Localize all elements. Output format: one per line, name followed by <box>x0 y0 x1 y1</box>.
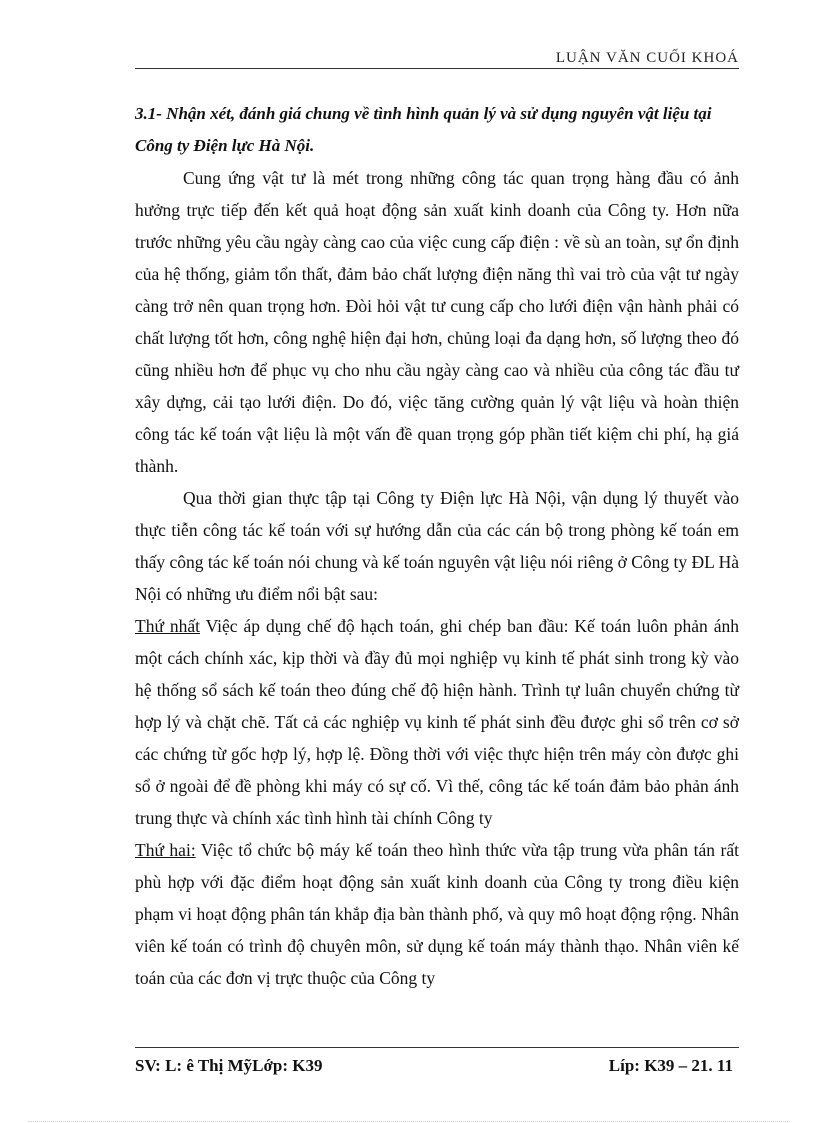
second-point-text: Việc tổ chức bộ máy kế toán theo hình thức vừa tập trung vừa phân tán rất phù hợp với đặc điểm hoạt động sản xuất kinh doanh của Công ty trong điều kiện phạm vi hoạt động phân tán khắp địa bàn thành phố, và quy mô hoạt động rộng. Nhân viên kế toán có trình độ chuyên môn, sử dụng kế toán máy thành thạo. Nhân viên kế toán của các đơn vị trực thuộc của Công ty <box>135 840 740 988</box>
paragraph-first-point <box>135 610 739 834</box>
page-bottom-edge <box>28 1121 788 1122</box>
paragraph-second-point <box>135 834 739 994</box>
running-header: LUẬN VĂN CUỐI KHOÁ <box>555 50 739 66</box>
first-point-text: Việc áp dụng chế độ hạch toán, ghi chép ban đầu: Kế toán luôn phản ánh một cách chính xác, kịp thời và đầy đủ mọi nghiệp vụ kinh tế phát sinh trong kỳ vào hệ thống sổ sách kế toán theo đúng chế độ hiện hành. Trình tự luân chuyển chứng từ hợp lý và chặt chẽ. Tất cả các nghiệp vụ kinh tế phát sinh đều được ghi sổ trên cơ sở các chứng từ gốc hợp lý, hợp lệ. Đồng thời với việc thực hiện trên máy còn được ghi sổ ở ngoài để đề phòng khi máy có sự cố. Vì thế, công tác kế toán đảm bảo phản ánh trung thực và chính xác tình hình tài chính Công ty <box>135 616 739 828</box>
section-heading: 3.1- Nhận xét, đánh giá chung về tình hình quản lý và sử dụng nguyên vật liệu tại Công ty Điện lực Hà Nội. <box>135 104 712 155</box>
footer-student: SV: L: ê Thị MỹLớp: K39 <box>135 1056 323 1075</box>
header-divider <box>135 68 739 69</box>
footer-class: Líp: K39 – 21. 11 <box>608 1056 733 1075</box>
footer-divider <box>135 1047 739 1048</box>
first-point-label: Thứ nhất <box>135 616 200 636</box>
paragraph-supply-role: Cung ứng vật tư là mét trong những công tác quan trọng hàng đầu có ảnh hưởng trực tiếp đến kết quả hoạt động sản xuất kinh doanh của Công ty. Hơn nữa trước những yêu cầu ngày càng cao của việc cung cấp điện : về sù an toàn, sự ổn định của hệ thống, giảm tổn thất, đảm bảo chất lượng điện năng thì vai trò của vật tư ngày càng trở nên quan trọng hơn. Đòi hỏi vật tư cung cấp cho lưới điện vận hành phải có chất lượng tốt hơn, công nghệ hiện đại hơn, chủng loại đa dạng hơn, số lượng theo đó cũng nhiều hơn để phục vụ cho nhu cầu ngày càng cao và nhiều của công tác đầu tư xây dựng, cải tạo lưới điện. Do đó, việc tăng cường quản lý vật liệu và hoàn thiện công tác kế toán vật liệu là một vấn đề quan trọng góp phần tiết kiệm chi phí, hạ giá thành. <box>135 168 739 476</box>
paragraph-internship: Qua thời gian thực tập tại Công ty Điện lực Hà Nội, vận dụng lý thuyết vào thực tiễn công tác kế toán với sự hướng dẫn của các cán bộ trong phòng kế toán em thấy công tác kế toán nói chung và kế toán nguyên vật liệu nói riêng ở Công ty ĐL Hà Nội có những ưu điểm nổi bật sau: <box>135 488 739 604</box>
page-body <box>135 98 739 994</box>
second-point-label: Thứ hai: <box>135 840 196 860</box>
